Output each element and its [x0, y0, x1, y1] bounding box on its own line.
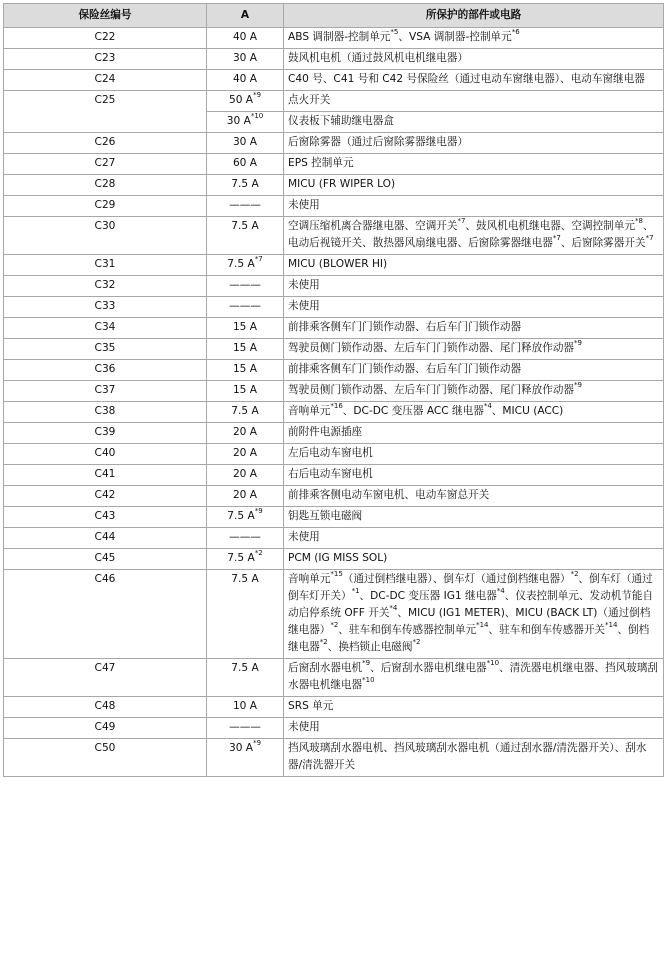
protected-circuit-cell: 未使用: [284, 196, 664, 217]
ampere-cell: 7.5 $A^{*7}$: [207, 255, 284, 276]
table-row: [4, 339, 664, 360]
fuse-number-cell: C28: [4, 175, 207, 196]
table-row: [4, 423, 664, 444]
fuse-number-cell: C29: [4, 196, 207, 217]
ampere-cell: 20 A: [207, 423, 284, 444]
header-protected-circuit: 所保护的部件或电路: [284, 4, 664, 28]
ampere-cell: 15 A: [207, 381, 284, 402]
protected-circuit-cell: 音响单元$^{*16}$、DC-DC 变压器 ACC 继电器$^{*4}$、MICU (ACC): [284, 402, 664, 423]
fuse-number-cell: C41: [4, 465, 207, 486]
fuse-number-cell: C38: [4, 402, 207, 423]
header-fuse-number: 保险丝编号: [4, 4, 207, 28]
table-row: [4, 697, 664, 718]
fuse-number-cell: C31: [4, 255, 207, 276]
ampere-cell: ———: [207, 196, 284, 217]
fuse-number-cell: C40: [4, 444, 207, 465]
table-row: [4, 549, 664, 570]
fuse-number-cell: C35: [4, 339, 207, 360]
protected-circuit-cell: 后窗刮水器电机$^{*9}$、后窗刮水器电机继电器$^{*10}$、清洗器电机继电器、挡风玻璃刮水器电机继电器$^{*10}$: [284, 659, 664, 697]
fuse-number-cell: C48: [4, 697, 207, 718]
table-row: [4, 360, 664, 381]
protected-circuit-cell: 前排乘客侧车门门锁作动器、右后车门门锁作动器: [284, 360, 664, 381]
fuse-number-cell: C33: [4, 297, 207, 318]
table-row: [4, 133, 664, 154]
ampere-cell: 15 A: [207, 339, 284, 360]
ampere-cell: 15 A: [207, 318, 284, 339]
protected-circuit-cell: 前排乘客侧车门门锁作动器、右后车门门锁作动器: [284, 318, 664, 339]
protected-circuit-cell: 钥匙互锁电磁阀: [284, 507, 664, 528]
fuse-table: [3, 3, 664, 777]
ampere-cell: ———: [207, 276, 284, 297]
fuse-number-cell: C37: [4, 381, 207, 402]
protected-circuit-cell: 未使用: [284, 528, 664, 549]
protected-circuit-cell: C40 号、C41 号和 C42 号保险丝（通过电动车窗继电器）、电动车窗继电器: [284, 70, 664, 91]
fuse-number-cell: C50: [4, 739, 207, 777]
ampere-cell: ———: [207, 297, 284, 318]
table-row: [4, 91, 664, 112]
protected-circuit-cell: MICU (FR WIPER LO): [284, 175, 664, 196]
ampere-cell: 7.5 A: [207, 175, 284, 196]
table-row: [4, 297, 664, 318]
fuse-number-cell: C27: [4, 154, 207, 175]
fuse-number-cell: C22: [4, 28, 207, 49]
table-row: [4, 28, 664, 49]
table-row: [4, 255, 664, 276]
ampere-cell: 40 A: [207, 70, 284, 91]
protected-circuit-cell: EPS 控制单元: [284, 154, 664, 175]
fuse-number-cell: C26: [4, 133, 207, 154]
protected-circuit-cell: 左后电动车窗电机: [284, 444, 664, 465]
table-row: [4, 739, 664, 777]
table-row: [4, 570, 664, 659]
fuse-number-cell: C25: [4, 91, 207, 133]
ampere-cell: 30 $A^{*10}$: [207, 112, 284, 133]
ampere-cell: 7.5 $A^{*9}$: [207, 507, 284, 528]
table-row: [4, 196, 664, 217]
fuse-number-cell: C32: [4, 276, 207, 297]
protected-circuit-cell: 未使用: [284, 297, 664, 318]
fuse-number-cell: C36: [4, 360, 207, 381]
ampere-cell: 7.5 A: [207, 402, 284, 423]
protected-circuit-cell: 驾驶员侧门锁作动器、左后车门门锁作动器、尾门释放作动器$^{*9}$: [284, 381, 664, 402]
protected-circuit-cell: 仪表板下辅助继电器盒: [284, 112, 664, 133]
ampere-cell: 30 A: [207, 49, 284, 70]
fuse-number-cell: C24: [4, 70, 207, 91]
ampere-cell: 20 A: [207, 465, 284, 486]
table-row: [4, 217, 664, 255]
table-row: [4, 175, 664, 196]
protected-circuit-cell: 鼓风机电机（通过鼓风机电机继电器）: [284, 49, 664, 70]
fuse-number-cell: C45: [4, 549, 207, 570]
ampere-cell: 20 A: [207, 486, 284, 507]
fuse-number-cell: C30: [4, 217, 207, 255]
table-row: [4, 486, 664, 507]
protected-circuit-cell: 挡风玻璃刮水器电机、挡风玻璃刮水器电机（通过刮水器/清洗器开关）、刮水器/清洗器开关: [284, 739, 664, 777]
table-row: [4, 49, 664, 70]
ampere-cell: 15 A: [207, 360, 284, 381]
protected-circuit-cell: 未使用: [284, 276, 664, 297]
protected-circuit-cell: 音响单元$^{*15}$（通过倒档继电器）、倒车灯（通过倒档继电器）$^{*2}$、倒车灯（通过倒车灯开关）$^{*1}$、DC-DC 变压器 IG1 继电器$^{*4}$、仪表控制单元、发动机节能自动启停系统 OFF 开关$^{*4}$、MICU (IG1 METER)、MICU (BACK LT)（通过倒档继电器）$^{*2}$、驻车和倒车传感器控制单元$^{*14}$、驻车和倒车传感器开关$^{*14}$、倒档继电器$^{*2}$、换档锁止电磁阀$^{*2}$: [284, 570, 664, 659]
fuse-number-cell: C46: [4, 570, 207, 659]
ampere-cell: ———: [207, 528, 284, 549]
table-row: [4, 444, 664, 465]
header-row: [4, 4, 664, 28]
table-row: [4, 381, 664, 402]
protected-circuit-cell: 前附件电源插座: [284, 423, 664, 444]
protected-circuit-cell: 点火开关: [284, 91, 664, 112]
table-row: [4, 154, 664, 175]
protected-circuit-cell: 前排乘客侧电动车窗电机、电动车窗总开关: [284, 486, 664, 507]
table-row: [4, 318, 664, 339]
header-ampere: A: [207, 4, 284, 28]
fuse-number-cell: C34: [4, 318, 207, 339]
protected-circuit-cell: SRS 单元: [284, 697, 664, 718]
fuse-number-cell: C39: [4, 423, 207, 444]
protected-circuit-cell: 驾驶员侧门锁作动器、左后车门门锁作动器、尾门释放作动器$^{*9}$: [284, 339, 664, 360]
table-body: [4, 28, 664, 777]
table-row: [4, 718, 664, 739]
ampere-cell: 30 $A^{*9}$: [207, 739, 284, 777]
protected-circuit-cell: 空调压缩机离合器继电器、空调开关$^{*7}$、鼓风机电机继电器、空调控制单元$^{*8}$、电动后视镜开关、散热器风扇继电器、后窗除雾器继电器$^{*7}$、后窗除雾器开关$^{*7}$: [284, 217, 664, 255]
ampere-cell: 20 A: [207, 444, 284, 465]
ampere-cell: 40 A: [207, 28, 284, 49]
table-row: [4, 465, 664, 486]
table-row: [4, 528, 664, 549]
ampere-cell: 7.5 A: [207, 217, 284, 255]
ampere-cell: 7.5 A: [207, 659, 284, 697]
fuse-number-cell: C42: [4, 486, 207, 507]
fuse-number-cell: C49: [4, 718, 207, 739]
protected-circuit-cell: PCM (IG MISS SOL): [284, 549, 664, 570]
table-row: [4, 402, 664, 423]
ampere-cell: 7.5 $A^{*2}$: [207, 549, 284, 570]
ampere-cell: 7.5 A: [207, 570, 284, 659]
protected-circuit-cell: MICU (BLOWER HI): [284, 255, 664, 276]
table-row: [4, 507, 664, 528]
ampere-cell: 60 A: [207, 154, 284, 175]
table-row: [4, 276, 664, 297]
ampere-cell: 30 A: [207, 133, 284, 154]
ampere-cell: 10 A: [207, 697, 284, 718]
ampere-cell: ———: [207, 718, 284, 739]
ampere-cell: 50 $A^{*9}$: [207, 91, 284, 112]
protected-circuit-cell: 未使用: [284, 718, 664, 739]
table-row: [4, 659, 664, 697]
fuse-number-cell: C44: [4, 528, 207, 549]
protected-circuit-cell: 后窗除雾器（通过后窗除雾器继电器）: [284, 133, 664, 154]
fuse-number-cell: C47: [4, 659, 207, 697]
protected-circuit-cell: 右后电动车窗电机: [284, 465, 664, 486]
protected-circuit-cell: ABS 调制器-控制单元$^{*5}$、VSA 调制器-控制单元$^{*6}$: [284, 28, 664, 49]
fuse-number-cell: C43: [4, 507, 207, 528]
fuse-number-cell: C23: [4, 49, 207, 70]
table-row: [4, 70, 664, 91]
